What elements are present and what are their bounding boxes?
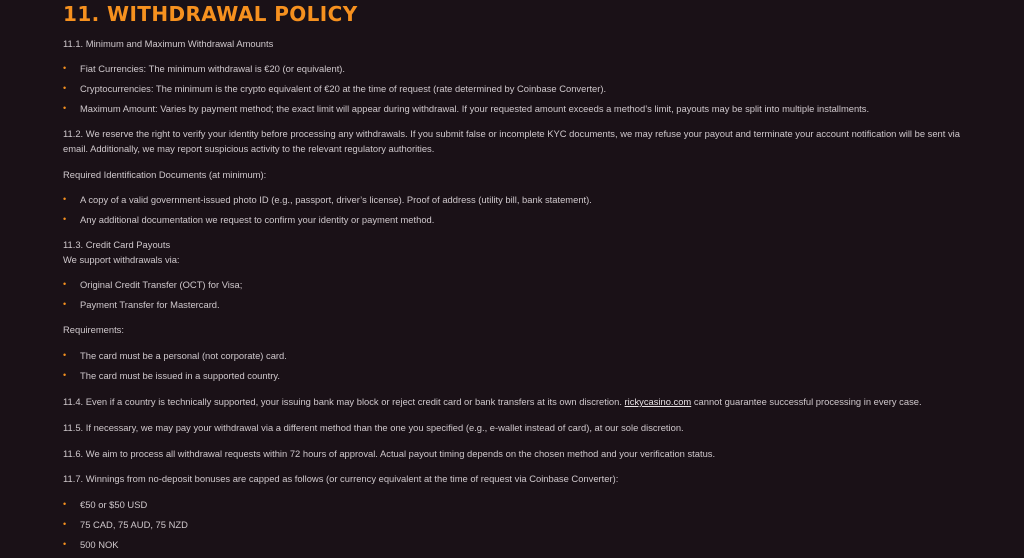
- section-11-2-line-1: 11.2. We reserve the right to verify your identity before processing any withdrawals. If you submit false or incomplete KYC documents, we may refuse your payout and terminate your account notification will be sent via: [63, 128, 960, 139]
- bullet-icon: •: [63, 63, 67, 73]
- bullet-icon: •: [63, 519, 67, 529]
- bullet-icon: •: [63, 279, 67, 289]
- bullet-icon: •: [63, 350, 67, 360]
- section-11-3-intro: We support withdrawals via:: [63, 254, 180, 265]
- bullet-icon: •: [63, 214, 67, 224]
- bullet-icon: •: [63, 370, 67, 380]
- section-11-6: 11.6. We aim to process all withdrawal requests within 72 hours of approval. Actual payout timing depends on the chosen method and your verification status.: [63, 448, 716, 459]
- docs-heading: Required Identification Documents (at minimum):: [63, 169, 267, 180]
- section-11-5: 11.5. If necessary, we may pay your withdrawal via a different method than the one you specified (e.g., e-wallet instead of card), at our sole discretion.: [63, 422, 684, 433]
- bullet-icon: •: [63, 539, 67, 549]
- bullet-icon: •: [63, 194, 67, 204]
- section-11-2-line-2: email. Additionally, we may report suspicious activity to the relevant regulatory authorities.: [63, 143, 435, 154]
- requirements-heading: Requirements:: [63, 324, 124, 335]
- section-11-1-heading: 11.1. Minimum and Maximum Withdrawal Amounts: [63, 38, 274, 49]
- bullet-icon: •: [63, 83, 67, 93]
- bullet-icon: •: [63, 299, 67, 309]
- site-link[interactable]: rickycasino.com: [624, 396, 692, 407]
- section-11-4: 11.4. Even if a country is technically supported, your issuing bank may block or reject credit card or bank transfers at its own discretion. rickycasino.com cannot guarantee successful processing in every case.: [63, 396, 922, 407]
- section-11-7-heading: 11.7. Winnings from no-deposit bonuses are capped as follows (or currency equivalent at the time of request via Coinbase Converter):: [63, 473, 619, 484]
- bullet-icon: •: [63, 103, 67, 113]
- section-11-3-heading: 11.3. Credit Card Payouts: [63, 239, 171, 250]
- page-title: 11. WITHDRAWAL POLICY: [63, 2, 358, 26]
- bullet-icon: •: [63, 499, 67, 509]
